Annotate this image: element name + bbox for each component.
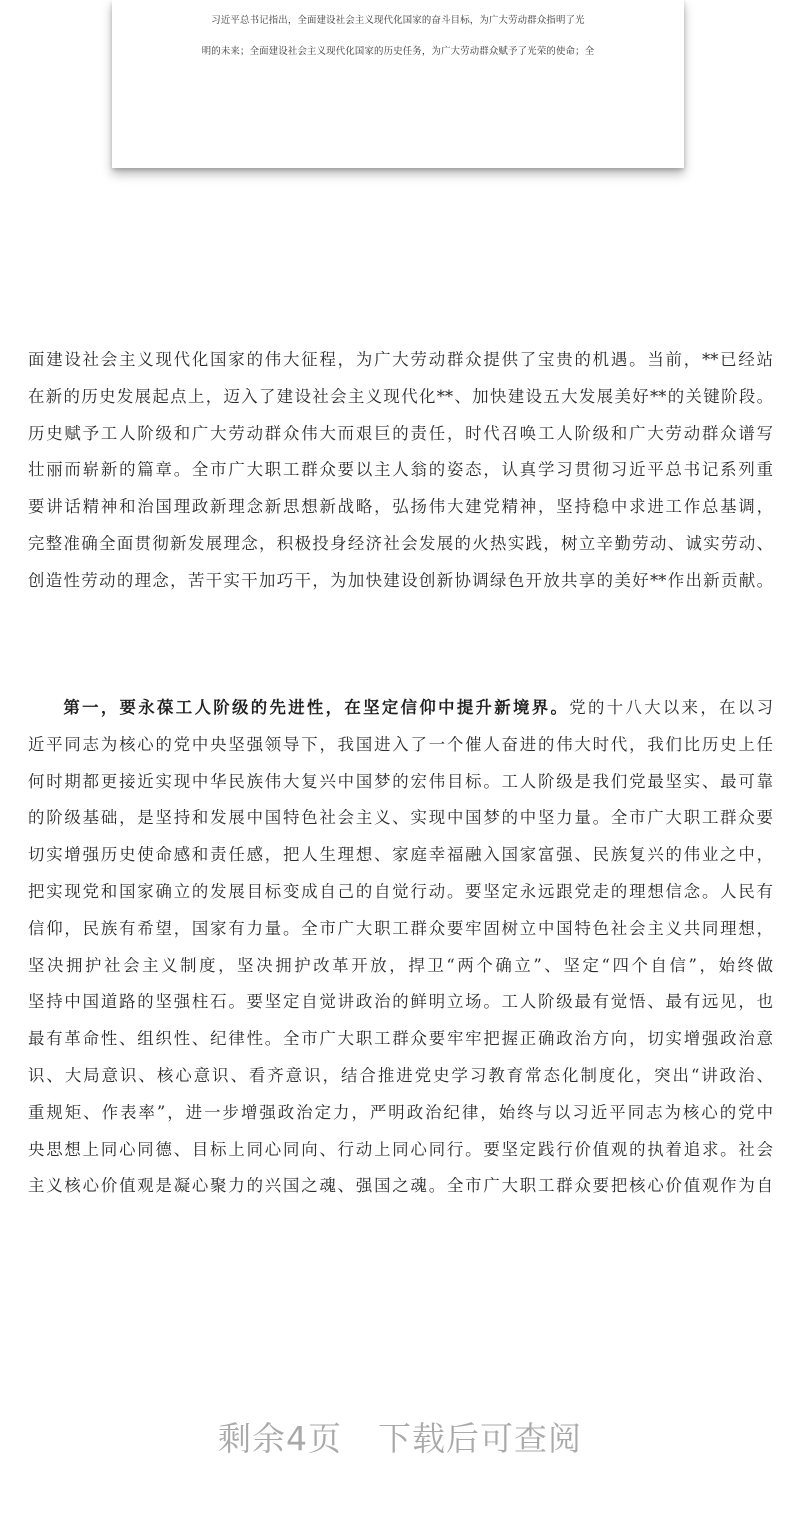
text-line: 面建设社会主义现代化国家的伟大征程，为广大劳动群众提供了宝贵的机遇。当前，**已经站 bbox=[28, 350, 773, 369]
text-line: 信仰，民族有希望，国家有力量。全市广大职工群众要牢固树立中国特色社会主义共同理想， bbox=[28, 918, 773, 938]
preview-card-line: 习近平总书记指出，全面建设社会主义现代化国家的奋斗目标，为广大劳动群众指明了光 bbox=[211, 15, 585, 26]
preview-card-line: 明的未来；全面建设社会主义现代化国家的历史任务，为广大劳动群众赋予了光荣的使命；全 bbox=[201, 46, 595, 57]
text-fragment: 党的十八大以来，在以习 bbox=[569, 698, 773, 717]
text-line: 近平同志为核心的党中央坚强领导下，我国进入了一个催人奋进的伟大时代，我们比历史上任 bbox=[28, 734, 773, 754]
remaining-pages-label: 剩余4页 bbox=[218, 1419, 342, 1458]
text-line: 坚持中国道路的坚强柱石。要坚定自觉讲政治的鲜明立场。工人阶级最有觉悟、最有远见，也 bbox=[28, 992, 773, 1012]
text-line: 完整准确全面贯彻新发展理念，积极投身经济社会发展的火热实践，树立辛勤劳动、诚实劳动、 bbox=[28, 533, 773, 553]
text-line: 的阶级基础，是坚持和发展中国特色社会主义、实现中国梦的中坚力量。全市广大职工群众要 bbox=[28, 808, 773, 828]
text-line: 切实增强历史使命感和责任感，把人生理想、家庭幸福融入国家富强、民族复兴的伟业之中， bbox=[28, 845, 773, 865]
text-line: 最有革命性、组织性、纪律性。全市广大职工群众要牢牢把握正确政治方向，切实增强政治意 bbox=[28, 1029, 773, 1049]
text-line: 何时期都更接近实现中华民族伟大复兴中国梦的宏伟目标。工人阶级是我们党最坚实、最可靠 bbox=[28, 771, 773, 791]
text-line: 把实现党和国家确立的发展目标变成自己的自觉行动。要坚定永远跟党走的理想信念。人民有 bbox=[28, 881, 773, 901]
text-line: 重规矩、作表率”，进一步增强政治定力，严明政治纪律，始终与以习近平同志为核心的党中 bbox=[28, 1102, 773, 1122]
text-line: 在新的历史发展起点上，迈入了建设社会主义现代化**、加快建设五大发展美好**的关键阶段。 bbox=[28, 386, 773, 406]
text-line-first bbox=[28, 690, 773, 727]
section-heading: 第一，要永葆工人阶级的先进性，在坚定信仰中提升新境界。 bbox=[61, 698, 570, 717]
preview-page-card bbox=[112, 0, 684, 168]
paragraph-2 bbox=[28, 690, 773, 1205]
text-line: 壮丽而崭新的篇章。全市广大职工群众要以主人翁的姿态，认真学习贯彻习近平总书记系列重 bbox=[28, 460, 773, 480]
text-line: 创造性劳动的理念，苦干实干加巧干，为加快建设创新协调绿色开放共享的美好**作出新贡献。 bbox=[28, 570, 773, 590]
text-line: 央思想上同心同德、目标上同心同向、行动上同心同行。要坚定践行价值观的执着追求。社会 bbox=[28, 1139, 773, 1159]
text-line: 识、大局意识、核心意识、看齐意识，结合推进党史学习教育常态化制度化，突出“讲政治、 bbox=[28, 1065, 773, 1085]
paragraph-1 bbox=[28, 342, 773, 600]
download-hint-label: 下载后可查阅 bbox=[378, 1419, 582, 1458]
text-line: 要讲话精神和治国理政新理念新思想新战略，弘扬伟大建党精神，坚持稳中求进工作总基调， bbox=[28, 497, 773, 517]
text-line: 历史赋予工人阶级和广大劳动群众伟大而艰巨的责任，时代召唤工人阶级和广大劳动群众谱写 bbox=[28, 423, 773, 443]
text-line: 坚决拥护社会主义制度，坚决拥护改革开放，捍卫“两个确立”、坚定“四个自信”，始终做 bbox=[28, 955, 773, 975]
remaining-pages-notice[interactable] bbox=[0, 1413, 800, 1460]
text-line: 主义核心价值观是凝心聚力的兴国之魂、强国之魂。全市广大职工群众要把核心价值观作为自 bbox=[28, 1176, 773, 1196]
